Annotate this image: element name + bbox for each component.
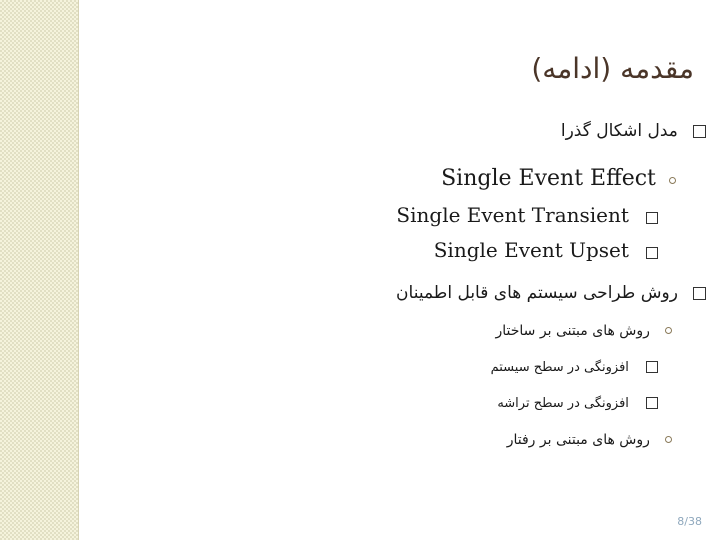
square-bullet-icon bbox=[646, 361, 658, 373]
bullet-see bbox=[441, 166, 676, 191]
bullet-set bbox=[396, 203, 658, 227]
bullet-structural-text: روش های مبتنی بر ساختار bbox=[495, 323, 650, 339]
bullet-reliable-design bbox=[396, 283, 706, 303]
bullet-fault-model bbox=[561, 121, 706, 141]
bullet-seu bbox=[434, 238, 658, 262]
bullet-fault-model-text: مدل اشکال گذرا bbox=[560, 121, 678, 141]
bullet-seu-text: Single Event Upset bbox=[433, 238, 629, 262]
bullet-reliable-design-text: روش طراحی سیستم های قابل اطمینان bbox=[396, 283, 678, 303]
square-bullet-icon bbox=[693, 287, 706, 300]
page-number: 8/38 bbox=[677, 515, 702, 528]
bullet-behavioral bbox=[507, 429, 672, 448]
sidebar-divider bbox=[78, 0, 79, 540]
square-bullet-icon bbox=[693, 125, 706, 138]
decorative-sidebar bbox=[0, 0, 78, 540]
bullet-structural bbox=[496, 320, 672, 339]
bullet-see-text: Single Event Effect bbox=[441, 166, 656, 191]
square-bullet-icon bbox=[646, 397, 658, 409]
bullet-chip-redundancy bbox=[497, 392, 658, 411]
bullet-chip-redundancy-text: افزونگی در سطح تراشه bbox=[497, 396, 629, 411]
bullet-behavioral-text: روش های مبتنی بر رفتار bbox=[506, 432, 650, 448]
bullet-system-redundancy-text: افزونگی در سطح سیستم bbox=[490, 360, 629, 375]
circle-bullet-icon bbox=[669, 177, 676, 184]
square-bullet-icon bbox=[646, 212, 658, 224]
circle-bullet-icon bbox=[665, 436, 672, 443]
bullet-set-text: Single Event Transient bbox=[396, 203, 629, 227]
circle-bullet-icon bbox=[665, 327, 672, 334]
bullet-system-redundancy bbox=[491, 356, 658, 375]
square-bullet-icon bbox=[646, 247, 658, 259]
slide-title: مقدمه (ادامه) bbox=[531, 52, 694, 85]
